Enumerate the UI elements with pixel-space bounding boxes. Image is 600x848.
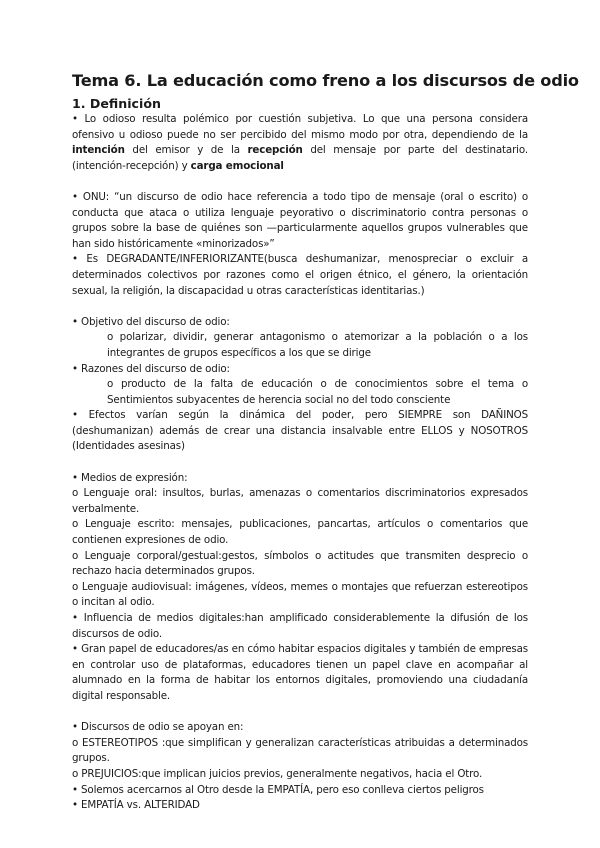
medios-item-oral: o Lenguaje oral: insultos, burlas, amenazas o comentarios discriminatorios expresados verbalmente. [72,487,528,515]
section-heading: 1. Definición [72,96,161,111]
prejuicios-item: o PREJUICIOS:que implican juicios previos, generalmente negativos, hacia el Otro. [72,767,483,780]
medios-item-corporal: o Lenguaje corporal/gestual:gestos, símbolos o actitudes que transmiten desprecio o rechazo hacia determinados grupos. [72,549,528,578]
apoyan-heading: • Discursos de odio se apoyan en: [72,721,244,734]
medios-item-audiovisual: o Lenguaje audiovisual: imágenes, vídeos, memes o montajes que refuerzan estereotipos o incitan al odio. [72,580,528,609]
razones-heading: • Razones del discurso de odio: [72,362,230,375]
medios-item-escrito: o Lenguaje escrito: mensajes, publicaciones, pancartas, artículos o comentarios que contienen expresiones de odio. [72,518,528,547]
emphasis-intencion: intención [72,144,125,157]
efectos-paragraph: • Efectos varían según la dinámica del poder, pero SIEMPRE son DAÑINOS (deshumanizan) además de crear una distancia insalvable entre ELLOS y NOSOTROS (Identidades asesinas) [72,409,528,453]
estereotipos-item: o ESTEREOTIPOS :que simplifican y generalizan características atribuidas a determinados grupos. [72,736,528,765]
degradante-paragraph: • Es DEGRADANTE/INFERIORIZANTE(busca deshumanizar, menospreciar o excluir a determinados colectivos por razones como el origen étnico, el género, la orientación sexual, la religión, la discapacidad u otras características identitarias.) [72,253,528,297]
emphasis-recepcion: recepción [247,144,303,157]
medios-heading: • Medios de expresión: [72,471,188,484]
document-body [72,70,579,814]
document-title: Tema 6. La educación como freno a los discursos de odio [72,71,579,90]
onu-paragraph: • ONU: “un discurso de odio hace referencia a todo tipo de mensaje (oral o escrito) o conducta que ataca o utiliza lenguaje peyorativo o discriminatorio contra personas o grupos sobre la base de quiénes son —particularmente aquellos grupos vulnerables que han sido históricamente «minorizados»” [72,190,528,250]
definition-text-3: del mensaje por parte del destinatario. (intención-recepción) y [72,144,528,172]
alteridad-item: • EMPATÍA vs. ALTERIDAD [72,799,200,812]
influencia-paragraph: • Influencia de medios digitales:han amplificado considerablemente la difusión de los discursos de odio. [72,612,528,640]
objetivo-item: o polarizar, dividir, generar antagonismo o atemorizar a la población o a los integrantes de grupos específicos a los que se dirige [107,331,528,359]
empatia-item: • Solemos acercarnos al Otro desde la EMPATÍA, pero eso conlleva ciertos peligros [72,783,484,796]
objetivo-heading: • Objetivo del discurso de odio: [72,315,230,328]
definition-paragraph [72,112,528,174]
emphasis-carga-emocional: carga emocional [190,159,284,172]
razones-item: o producto de la falta de educación o de conocimientos sobre el tema o Sentimientos subyacentes de herencia social no del todo consciente [107,378,528,406]
papel-paragraph: • Gran papel de educadores/as en cómo habitar espacios digitales y también de empresas en controlar uso de plataformas, educadores tienen un papel clave en acompañar al alumnado en la forma de habitar los entornos digitales, promoviendo una ciudadanía digital responsable. [72,643,528,702]
definition-text-2: del emisor y de la [124,144,248,157]
definition-text-1: • Lo odioso resulta polémico por cuestión subjetiva. Lo que una persona considera ofensivo u odioso puede no ser percibido del mismo modo por otra, dependiendo de la [72,113,528,141]
